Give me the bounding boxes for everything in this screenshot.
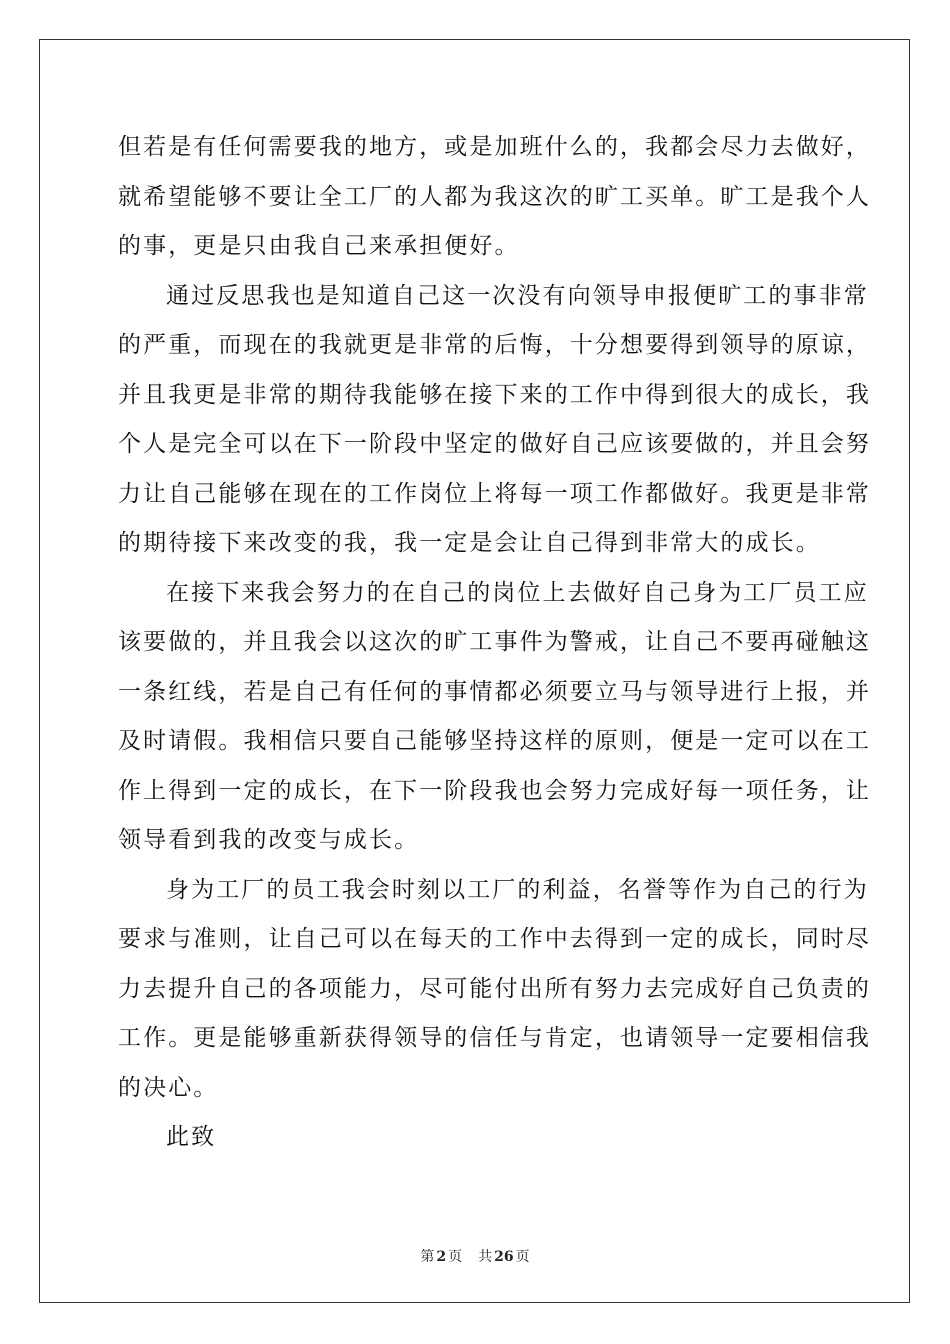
total-pages-label: 共 26 页 [478,1249,530,1265]
document-body [118,127,871,1167]
text-line: 的决心。 [118,1074,219,1101]
text-line: 力让自己能够在现在的工作岗位上将每一项工作都做好。我更是非常 [118,480,871,507]
text-line: 但若是有任何需要我的地方，或是加班什么的，我都会尽力去做好， [118,134,871,160]
text-line: 此致 [166,1124,217,1150]
text-line: 并且我更是非常的期待我能够在接下来的工作中得到很大的成长，我 [118,381,871,408]
text-line: 个人是完全可以在下一阶段中坚定的做好自己应该要做的，并且会努 [118,431,871,457]
text-line: 的事，更是只由我自己来承担便好。 [118,233,520,259]
text-line: 身为工厂的员工我会时刻以工厂的利益，名誉等作为自己的行为 [166,876,869,903]
page-number-label: 第 2 页 [420,1249,463,1265]
text-line: 要求与准则，让自己可以在每天的工作中去得到一定的成长，同时尽 [118,926,871,952]
text-line: 的期待接下来改变的我，我一定是会让自己得到非常大的成长。 [118,530,821,556]
text-line: 的严重，而现在的我就更是非常的后悔，十分想要得到领导的原谅， [118,332,871,358]
text-line: 通过反思我也是知道自己这一次没有向领导申报便旷工的事非常 [166,282,869,309]
text-line: 在接下来我会努力的在自己的岗位上去做好自己身为工厂员工应 [166,579,869,606]
text-line: 作上得到一定的成长，在下一阶段我也会努力完成好每一项任务，让 [118,777,871,804]
text-line: 一条红线，若是自己有任何的事情都必须要立马与领导进行上报，并 [118,678,871,705]
text-line: 该要做的，并且我会以这次的旷工事件为警戒，让自己不要再碰触这 [118,629,871,655]
text-line: 领导看到我的改变与成长。 [118,827,420,853]
text-line: 及时请假。我相信只要自己能够坚持这样的原则，便是一定可以在工 [118,728,871,754]
page-footer [0,1246,950,1266]
text-line: 就希望能够不要让全工厂的人都为我这次的旷工买单。旷工是我个人 [118,183,871,210]
text-line: 力去提升自己的各项能力，尽可能付出所有努力去完成好自己负责的 [118,975,871,1002]
text-line: 工作。更是能够重新获得领导的信任与肯定，也请领导一定要相信我 [118,1025,871,1051]
